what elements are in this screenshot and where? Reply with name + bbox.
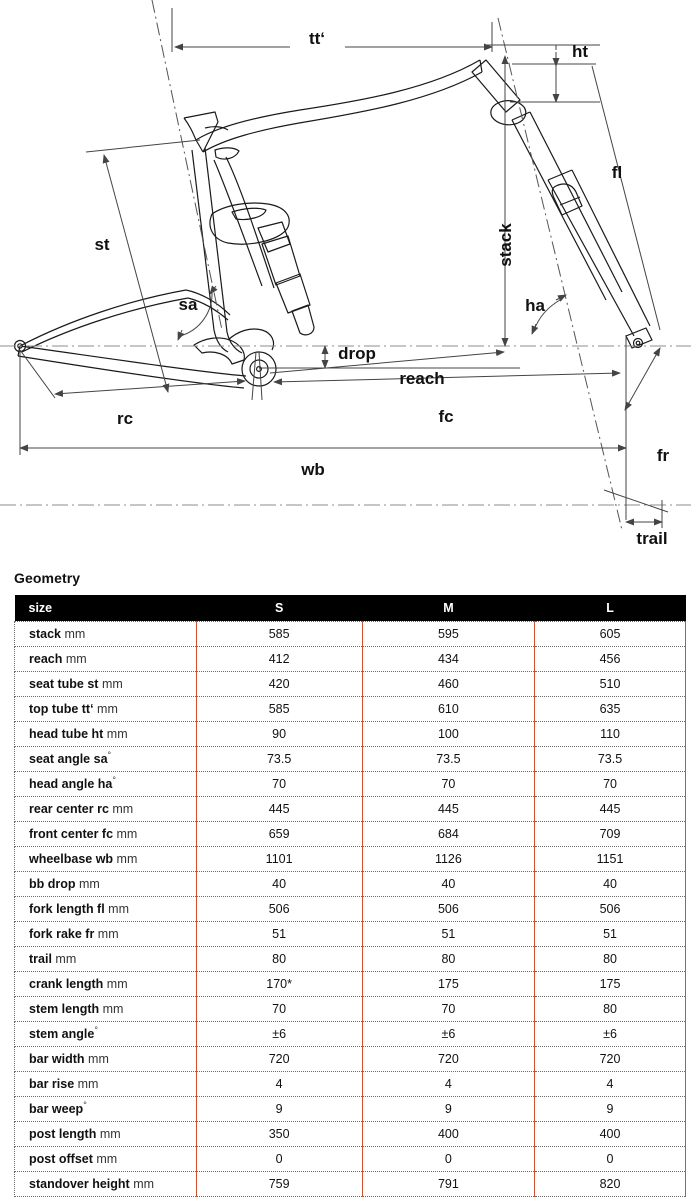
geometry-title: Geometry bbox=[14, 570, 81, 586]
row-label-unit: mm bbox=[93, 701, 118, 716]
cell-value-m: 0 bbox=[362, 1146, 534, 1171]
cell-value-m: 434 bbox=[362, 646, 534, 671]
diagram-label-rc: rc bbox=[116, 409, 134, 428]
row-label bbox=[15, 1096, 197, 1121]
row-label-unit: mm bbox=[129, 1176, 155, 1191]
row-label-name: bar weep bbox=[29, 1102, 84, 1117]
row-label-degree: ° bbox=[107, 750, 112, 761]
cell-value-s: 1101 bbox=[196, 846, 362, 871]
cell-value-l: 51 bbox=[535, 921, 686, 946]
row-label-name: bar width bbox=[29, 1051, 85, 1066]
cell-value-l: 635 bbox=[535, 696, 686, 721]
diagram-label-ht: ht bbox=[571, 42, 589, 61]
diagram-label-st: st bbox=[94, 235, 110, 254]
row-label-name: rear center rc bbox=[29, 801, 109, 816]
row-label bbox=[15, 621, 197, 646]
cell-value-s: ±6 bbox=[196, 1021, 362, 1046]
cell-value-l: 73.5 bbox=[535, 746, 686, 771]
diagram-label-tt: tt‘ bbox=[308, 29, 326, 48]
row-label bbox=[15, 746, 197, 771]
table-row bbox=[15, 996, 686, 1021]
row-label-name: bb drop bbox=[29, 876, 76, 891]
row-label-name: post offset bbox=[29, 1151, 93, 1166]
cell-value-l: 720 bbox=[535, 1046, 686, 1071]
row-label-unit: mm bbox=[99, 1001, 124, 1016]
table-row bbox=[15, 721, 686, 746]
row-label-name: front center fc bbox=[29, 826, 114, 841]
row-label-name: top tube tt‘ bbox=[29, 701, 94, 716]
cell-value-s: 445 bbox=[196, 796, 362, 821]
cell-value-m: 720 bbox=[362, 1046, 534, 1071]
header-size-label: size bbox=[15, 595, 197, 621]
table-row bbox=[15, 621, 686, 646]
cell-value-l: ±6 bbox=[535, 1021, 686, 1046]
diagram-label-fr: fr bbox=[656, 446, 670, 465]
cell-value-s: 4 bbox=[196, 1071, 362, 1096]
dimension-lines bbox=[20, 8, 668, 528]
cell-value-s: 80 bbox=[196, 946, 362, 971]
row-label-unit: mm bbox=[74, 1076, 99, 1091]
cell-value-s: 585 bbox=[196, 696, 362, 721]
cell-value-m: 460 bbox=[362, 671, 534, 696]
cell-value-s: 420 bbox=[196, 671, 362, 696]
row-label-unit: mm bbox=[62, 651, 87, 666]
row-label-name: post length bbox=[29, 1126, 97, 1141]
row-label-name: seat angle sa bbox=[29, 752, 108, 767]
table-row bbox=[15, 671, 686, 696]
cell-value-s: 70 bbox=[196, 996, 362, 1021]
cell-value-l: 70 bbox=[535, 771, 686, 796]
row-label-unit: mm bbox=[108, 801, 134, 816]
cell-value-s: 720 bbox=[196, 1046, 362, 1071]
table-header bbox=[15, 595, 686, 621]
cell-value-m: 9 bbox=[362, 1096, 534, 1121]
cell-value-s: 0 bbox=[196, 1146, 362, 1171]
row-label-unit: mm bbox=[104, 901, 130, 916]
cell-value-s: 659 bbox=[196, 821, 362, 846]
row-label-unit: mm bbox=[51, 951, 77, 966]
table-row bbox=[15, 946, 686, 971]
table-row bbox=[15, 696, 686, 721]
cell-value-l: 445 bbox=[535, 796, 686, 821]
row-label bbox=[15, 796, 197, 821]
cell-value-m: 595 bbox=[362, 621, 534, 646]
row-label bbox=[15, 696, 197, 721]
row-label bbox=[15, 671, 197, 696]
table-header-row bbox=[15, 595, 686, 621]
bike-geometry-diagram bbox=[0, 0, 691, 560]
cell-value-m: 100 bbox=[362, 721, 534, 746]
row-label-unit: mm bbox=[75, 876, 100, 891]
cell-value-l: 1151 bbox=[535, 846, 686, 871]
row-label bbox=[15, 971, 197, 996]
cell-value-l: 709 bbox=[535, 821, 686, 846]
diagram-label-fc: fc bbox=[438, 407, 454, 426]
diagram-label-drop: drop bbox=[338, 344, 376, 363]
cell-value-l: 400 bbox=[535, 1121, 686, 1146]
header-size-m: M bbox=[362, 595, 534, 621]
table-row bbox=[15, 871, 686, 896]
row-label bbox=[15, 1121, 197, 1146]
table-row bbox=[15, 1121, 686, 1146]
cell-value-s: 350 bbox=[196, 1121, 362, 1146]
table-row bbox=[15, 771, 686, 796]
cell-value-l: 40 bbox=[535, 871, 686, 896]
cell-value-m: 610 bbox=[362, 696, 534, 721]
cell-value-m: 175 bbox=[362, 971, 534, 996]
row-label bbox=[15, 1171, 197, 1196]
row-label bbox=[15, 1021, 197, 1046]
row-label-degree: ° bbox=[83, 1100, 87, 1111]
row-label bbox=[15, 896, 197, 921]
row-label-unit: mm bbox=[60, 626, 86, 641]
row-label-unit: mm bbox=[103, 726, 128, 741]
construction-axes bbox=[152, 0, 622, 530]
table-row bbox=[15, 1146, 686, 1171]
row-label-name: crank length bbox=[29, 976, 104, 991]
row-label-name: stem angle bbox=[29, 1027, 95, 1042]
cell-value-s: 170* bbox=[196, 971, 362, 996]
cell-value-m: 51 bbox=[362, 921, 534, 946]
cell-value-l: 9 bbox=[535, 1096, 686, 1121]
row-label bbox=[15, 1071, 197, 1096]
row-label-name: fork length fl bbox=[29, 901, 105, 916]
table-body bbox=[15, 621, 686, 1196]
diagram-label-fl: fl bbox=[611, 163, 623, 182]
table-row bbox=[15, 971, 686, 996]
table-row bbox=[15, 1171, 686, 1196]
cell-value-s: 40 bbox=[196, 871, 362, 896]
row-label bbox=[15, 646, 197, 671]
header-size-s: S bbox=[196, 595, 362, 621]
row-label bbox=[15, 1046, 197, 1071]
row-label bbox=[15, 1146, 197, 1171]
row-label-unit: mm bbox=[113, 826, 138, 841]
geometry-table bbox=[14, 595, 686, 1197]
diagram-label-sa: sa bbox=[178, 295, 198, 314]
cell-value-m: 73.5 bbox=[362, 746, 534, 771]
cell-value-m: 80 bbox=[362, 946, 534, 971]
cell-value-l: 456 bbox=[535, 646, 686, 671]
row-label-name: head angle ha bbox=[29, 777, 113, 792]
row-label-name: wheelbase wb bbox=[29, 851, 114, 866]
row-label-name: seat tube st bbox=[29, 676, 99, 691]
table-row bbox=[15, 646, 686, 671]
cell-value-l: 820 bbox=[535, 1171, 686, 1196]
cell-value-m: ±6 bbox=[362, 1021, 534, 1046]
cell-value-m: 70 bbox=[362, 771, 534, 796]
diagram-label-trail: trail bbox=[636, 529, 668, 548]
cell-value-m: 4 bbox=[362, 1071, 534, 1096]
row-label bbox=[15, 846, 197, 871]
table-row bbox=[15, 921, 686, 946]
diagram-label-stack: stack bbox=[496, 223, 515, 267]
row-label-name: stem length bbox=[29, 1001, 100, 1016]
header-size-l: L bbox=[535, 595, 686, 621]
row-label-degree: ° bbox=[94, 1025, 98, 1036]
table-row bbox=[15, 746, 686, 771]
row-label-unit: mm bbox=[92, 1151, 118, 1166]
table-row bbox=[15, 846, 686, 871]
cell-value-l: 175 bbox=[535, 971, 686, 996]
cell-value-l: 110 bbox=[535, 721, 686, 746]
row-label-unit: mm bbox=[84, 1051, 109, 1066]
row-label-degree: ° bbox=[112, 775, 116, 786]
row-label-name: bar rise bbox=[29, 1076, 75, 1091]
cell-value-m: 506 bbox=[362, 896, 534, 921]
cell-value-m: 791 bbox=[362, 1171, 534, 1196]
cell-value-s: 70 bbox=[196, 771, 362, 796]
cell-value-s: 51 bbox=[196, 921, 362, 946]
geometry-section bbox=[0, 560, 691, 1197]
cell-value-s: 759 bbox=[196, 1171, 362, 1196]
diagram-label-wb: wb bbox=[301, 460, 325, 479]
row-label-unit: mm bbox=[96, 1126, 121, 1141]
cell-value-l: 80 bbox=[535, 996, 686, 1021]
row-label-unit: mm bbox=[98, 676, 123, 691]
row-label-name: standover height bbox=[29, 1176, 130, 1191]
cell-value-s: 506 bbox=[196, 896, 362, 921]
cell-value-m: 1126 bbox=[362, 846, 534, 871]
cell-value-l: 4 bbox=[535, 1071, 686, 1096]
cell-value-m: 400 bbox=[362, 1121, 534, 1146]
frame-outline bbox=[15, 60, 653, 388]
row-label-unit: mm bbox=[113, 851, 138, 866]
cell-value-s: 73.5 bbox=[196, 746, 362, 771]
cell-value-s: 412 bbox=[196, 646, 362, 671]
cell-value-l: 0 bbox=[535, 1146, 686, 1171]
row-label bbox=[15, 871, 197, 896]
row-label bbox=[15, 721, 197, 746]
cell-value-m: 684 bbox=[362, 821, 534, 846]
row-label-name: fork rake fr bbox=[29, 926, 95, 941]
row-label bbox=[15, 996, 197, 1021]
diagram-label-ha: ha bbox=[525, 296, 545, 315]
cell-value-s: 9 bbox=[196, 1096, 362, 1121]
cell-value-l: 605 bbox=[535, 621, 686, 646]
table-row bbox=[15, 1021, 686, 1046]
cell-value-l: 510 bbox=[535, 671, 686, 696]
row-label bbox=[15, 946, 197, 971]
row-label bbox=[15, 821, 197, 846]
row-label-unit: mm bbox=[94, 926, 119, 941]
row-label bbox=[15, 771, 197, 796]
cell-value-m: 445 bbox=[362, 796, 534, 821]
row-label-name: stack bbox=[29, 626, 61, 641]
table-row bbox=[15, 796, 686, 821]
table-row bbox=[15, 1096, 686, 1121]
table-row bbox=[15, 821, 686, 846]
cell-value-s: 585 bbox=[196, 621, 362, 646]
row-label-name: trail bbox=[29, 951, 52, 966]
cell-value-l: 506 bbox=[535, 896, 686, 921]
row-label-unit: mm bbox=[103, 976, 128, 991]
table-row bbox=[15, 1046, 686, 1071]
row-label-name: head tube ht bbox=[29, 726, 104, 741]
row-label-name: reach bbox=[29, 651, 63, 666]
cell-value-m: 40 bbox=[362, 871, 534, 896]
table-row bbox=[15, 1071, 686, 1096]
table-row bbox=[15, 896, 686, 921]
cell-value-l: 80 bbox=[535, 946, 686, 971]
cell-value-s: 90 bbox=[196, 721, 362, 746]
diagram-label-reach: reach bbox=[399, 369, 445, 388]
row-label bbox=[15, 921, 197, 946]
cell-value-m: 70 bbox=[362, 996, 534, 1021]
